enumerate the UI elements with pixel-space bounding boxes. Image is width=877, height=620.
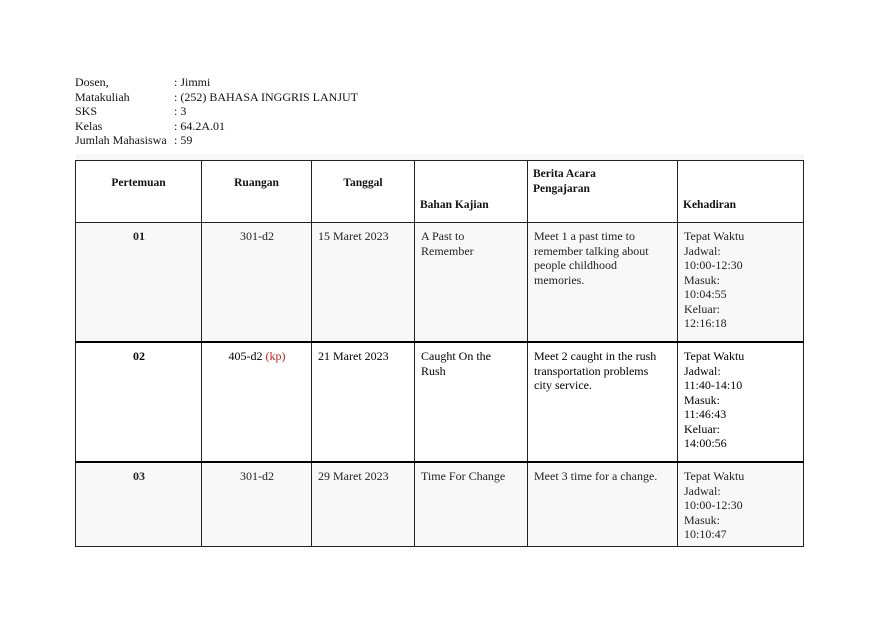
dosen-label: Dosen,	[75, 75, 109, 89]
masuk-value: 10:04:55	[684, 287, 727, 301]
table-row	[76, 462, 804, 547]
sks-label: SKS	[75, 104, 98, 118]
cell-bahan-kajian	[415, 223, 528, 343]
keluar-label: Keluar:	[684, 301, 720, 316]
table-header-row	[76, 161, 804, 223]
kelas-value: : 64.2A.01	[174, 118, 225, 133]
cell-kehadiran	[678, 342, 804, 462]
attendance-table	[75, 154, 804, 547]
masuk-label: Masuk:	[684, 512, 720, 527]
jumlah-mahasiswa-value: : 59	[174, 133, 193, 147]
ruangan-value: 301-d2	[240, 469, 274, 483]
cell-bahan-kajian	[415, 342, 528, 462]
keluar-value: 14:00:56	[684, 436, 727, 450]
berita-line: Meet 1 a past time to	[534, 229, 635, 243]
kehadiran-status: Tepat Waktu	[684, 469, 745, 483]
kehadiran-status: Tepat Waktu	[684, 349, 745, 363]
kehadiran-status: Tepat Waktu	[684, 229, 745, 243]
kelas-label: Kelas	[75, 118, 103, 133]
sks-value: : 3	[174, 104, 187, 118]
cell-berita-acara	[528, 462, 678, 547]
info-row-matakuliah	[75, 90, 358, 105]
cell-pertemuan: 02	[76, 342, 202, 462]
jadwal-value: 10:00-12:30	[684, 498, 743, 512]
header-kehadiran: Kehadiran	[678, 161, 804, 223]
header-bahan-kajian: Bahan Kajian	[415, 161, 528, 223]
cell-pertemuan: 03	[76, 462, 202, 547]
jadwal-label: Jadwal:	[684, 483, 721, 498]
cell-tanggal: 15 Maret 2023	[312, 223, 415, 343]
header-berita-line1: Berita Acara	[533, 168, 596, 180]
table-row	[76, 342, 804, 462]
masuk-label: Masuk:	[684, 392, 720, 407]
header-berita-acara	[528, 161, 678, 223]
cell-tanggal: 21 Maret 2023	[312, 342, 415, 462]
matakuliah-value: : (252) BAHASA INGGRIS LANJUT	[174, 89, 359, 104]
cell-pertemuan: 01	[76, 223, 202, 343]
ruangan-value: 405-d2	[228, 349, 263, 363]
info-row-dosen	[75, 75, 358, 90]
table-row	[76, 223, 804, 343]
masuk-label: Masuk:	[684, 272, 720, 287]
berita-line: Meet 3 time for a change.	[534, 469, 658, 483]
keluar-label: Keluar:	[684, 421, 720, 436]
jadwal-value: 10:00-12:30	[684, 258, 743, 272]
cell-berita-acara	[528, 342, 678, 462]
header-berita-line2: Pengajaran	[533, 182, 590, 195]
jadwal-label: Jadwal:	[684, 243, 721, 258]
header-tanggal: Tanggal	[312, 161, 415, 223]
cell-ruangan	[202, 462, 312, 547]
keluar-value: 12:16:18	[684, 316, 727, 330]
berita-line: transportation problems	[534, 363, 649, 378]
ruangan-value: 301-d2	[240, 229, 274, 243]
info-row-sks	[75, 104, 358, 119]
jumlah-mahasiswa-label: Jumlah Mahasiswa	[75, 133, 167, 147]
cell-tanggal: 29 Maret 2023	[312, 462, 415, 547]
bahan-line: Remember	[421, 243, 474, 258]
dosen-value: : Jimmi	[174, 75, 211, 89]
course-info	[75, 75, 358, 148]
bahan-line: A Past to	[421, 229, 465, 243]
cell-kehadiran	[678, 462, 804, 547]
berita-line: people childhood	[534, 258, 617, 272]
cell-berita-acara	[528, 223, 678, 343]
cell-ruangan	[202, 223, 312, 343]
bahan-line: Rush	[421, 363, 446, 378]
info-row-jumlah	[75, 133, 358, 148]
cell-bahan-kajian	[415, 462, 528, 547]
header-ruangan: Ruangan	[202, 161, 312, 223]
info-row-kelas	[75, 119, 358, 134]
berita-line: remember talking about	[534, 243, 649, 258]
header-pertemuan: Pertemuan	[76, 161, 202, 223]
jadwal-value: 11:40-14:10	[684, 378, 743, 392]
masuk-value: 10:10:47	[684, 527, 727, 541]
masuk-value: 11:46:43	[684, 407, 727, 421]
cell-kehadiran	[678, 223, 804, 343]
ruangan-note-kp: (kp)	[265, 349, 286, 363]
berita-line: city service.	[534, 378, 592, 392]
matakuliah-label: Matakuliah	[75, 89, 130, 104]
attendance-table-wrapper	[75, 154, 803, 547]
berita-line: Meet 2 caught in the rush	[534, 349, 657, 363]
bahan-line: Time For Change	[421, 469, 506, 483]
bahan-line: Caught On the	[421, 349, 491, 363]
cell-ruangan	[202, 342, 312, 462]
berita-line: memories.	[534, 272, 585, 287]
jadwal-label: Jadwal:	[684, 363, 721, 378]
